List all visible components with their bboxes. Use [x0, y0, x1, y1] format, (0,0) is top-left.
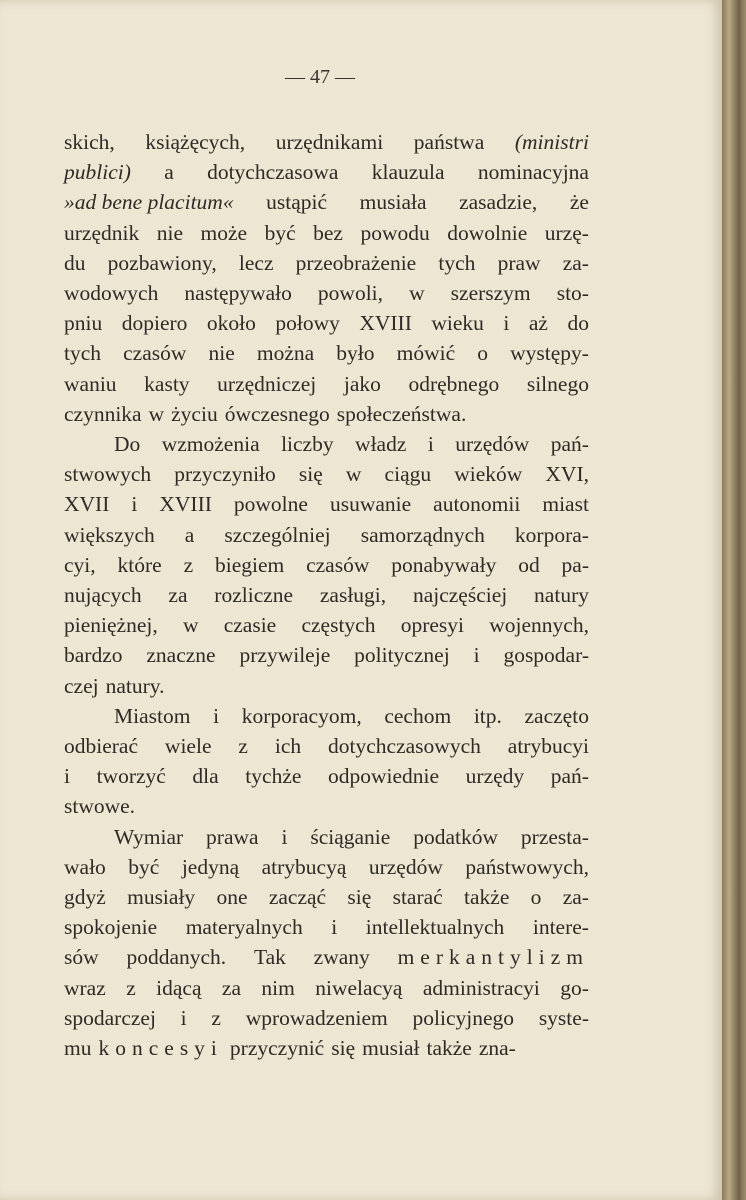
word: praw: [497, 250, 541, 275]
word: spokojenie: [64, 915, 158, 940]
word: pozbawiony,: [107, 250, 217, 275]
word: połowy: [275, 311, 340, 336]
word: korporacyom,: [241, 703, 362, 728]
word: najczęściej: [412, 583, 508, 608]
text-line: [64, 580, 589, 610]
text-line: [64, 338, 589, 368]
word: Tak: [253, 945, 286, 970]
word: i: [427, 432, 434, 457]
word: szczególniej: [224, 522, 331, 547]
word: że: [569, 190, 589, 215]
word: silnego: [526, 371, 589, 396]
text-line: [64, 671, 589, 701]
word: musiała: [359, 190, 427, 215]
word: ówczesnego: [224, 401, 330, 426]
word: biegiem: [214, 552, 285, 577]
word: samorządnych: [360, 522, 485, 547]
word: podatków: [413, 824, 499, 849]
word: państwa: [413, 130, 485, 154]
word: (ministri: [514, 130, 589, 154]
word: »ad bene placitum«: [64, 190, 234, 215]
word: pa-: [561, 552, 589, 577]
word: a: [184, 522, 195, 547]
word: Miastom: [114, 703, 191, 728]
word: wzmożenia: [161, 432, 260, 457]
word: urzędów: [455, 432, 530, 457]
body-text: [64, 127, 589, 1063]
text-line: [64, 127, 589, 157]
word: lecz: [238, 250, 274, 275]
word: czej: [64, 673, 99, 698]
word: idącą: [156, 975, 202, 1000]
text-line: [64, 610, 589, 640]
word: książęcych,: [145, 130, 246, 154]
word: szerszym: [450, 281, 531, 306]
word: gospodar-: [503, 643, 589, 668]
word: zasadzie,: [459, 190, 538, 215]
word: i: [64, 764, 70, 789]
text-line: [64, 942, 589, 972]
word: cechom: [384, 703, 452, 728]
word: miast: [542, 492, 589, 517]
word: natury: [534, 583, 589, 608]
word: o: [530, 885, 542, 910]
word: i: [281, 824, 288, 849]
word: następywało: [184, 281, 292, 306]
text-line: [64, 187, 589, 217]
word: XVIII: [359, 311, 412, 336]
word: w: [345, 462, 362, 487]
word: wprowadzeniem: [245, 1005, 388, 1030]
word: skich,: [64, 130, 115, 154]
word: z: [183, 552, 194, 577]
word: policyjnego: [412, 1005, 515, 1030]
word: być: [264, 220, 296, 245]
paragraph: [64, 701, 589, 822]
word: przeobrażenie: [295, 250, 417, 275]
word: które: [117, 552, 162, 577]
word: przyczyniło: [174, 462, 276, 487]
word: bez: [313, 220, 343, 245]
paragraph: [64, 127, 589, 429]
word: autonomii: [433, 492, 521, 517]
word: częstych: [301, 613, 376, 638]
word: wieków: [454, 462, 523, 487]
word: wraz: [64, 975, 106, 1000]
word: państwowych,: [465, 854, 589, 879]
word: większych: [64, 522, 155, 547]
word: tychże: [245, 764, 302, 789]
word: społeczeństwa.: [336, 401, 467, 426]
word: za: [168, 583, 188, 608]
word: sto-: [556, 281, 589, 306]
word: znaczne: [146, 643, 216, 668]
word: pań-: [550, 764, 589, 789]
word: odrębnego: [408, 371, 500, 396]
word: zacząć: [268, 885, 327, 910]
word: urzędów: [368, 854, 443, 879]
word: korpora-: [514, 522, 589, 547]
word: ściąganie: [310, 824, 391, 849]
word: zasługi,: [319, 583, 387, 608]
word: jedyną: [181, 854, 240, 879]
word: jako: [343, 371, 381, 396]
text-line: [64, 731, 589, 761]
text-line: [64, 520, 589, 550]
text-line: [64, 791, 589, 821]
word: władz: [355, 432, 407, 457]
word: tych: [438, 250, 476, 275]
word: ustąpić: [266, 190, 328, 215]
word: się: [298, 462, 323, 487]
word: publici): [64, 160, 131, 185]
text-line: [64, 278, 589, 308]
word: odbierać: [64, 734, 139, 759]
word: także: [464, 885, 510, 910]
word: urzędy: [465, 764, 525, 789]
page-number: — 47 —: [285, 66, 355, 88]
word: powolne: [233, 492, 308, 517]
text-line: [64, 701, 589, 731]
word: przyczynić: [229, 1036, 325, 1061]
word: za-: [562, 250, 589, 275]
word: XVII: [64, 492, 110, 517]
word: odpowiednie: [328, 764, 440, 789]
word: może: [200, 220, 248, 245]
word: powodu: [360, 220, 430, 245]
word: urzędniczej: [217, 371, 317, 396]
word: du: [64, 250, 86, 275]
word: od: [518, 552, 540, 577]
book-spine: [722, 0, 746, 1200]
word: z: [126, 975, 136, 1000]
word: intere-: [532, 915, 589, 940]
text-line: [64, 550, 589, 580]
word: atrybucyą: [261, 854, 347, 879]
word: stwowe.: [64, 794, 136, 819]
word: ich: [274, 734, 302, 759]
word: go-: [560, 975, 589, 1000]
word: i: [473, 643, 480, 668]
paragraph: [64, 429, 589, 701]
word: pieniężnej,: [64, 613, 158, 638]
word: tworzyć: [96, 764, 166, 789]
word: usuwanie: [329, 492, 412, 517]
word: sów: [64, 945, 99, 970]
word: także: [426, 1036, 472, 1061]
word: w: [409, 281, 425, 306]
word: musiał: [362, 1036, 420, 1061]
word: czasie: [223, 613, 277, 638]
word: a: [164, 160, 174, 185]
word: wieku: [431, 311, 484, 336]
word: Do: [114, 432, 141, 457]
word: waniu: [64, 371, 117, 396]
word: urzę-: [544, 220, 589, 245]
text-line: [64, 1033, 589, 1063]
word: musiały: [127, 885, 196, 910]
word: nominacyjna: [477, 160, 589, 185]
word: tych: [64, 341, 102, 366]
word: mówić: [396, 341, 456, 366]
text-line: [64, 489, 589, 519]
word: administracyi: [422, 975, 540, 1000]
word: dowolnie: [447, 220, 528, 245]
word: merkantylizm: [397, 945, 589, 970]
word: o: [477, 341, 488, 366]
text-line: [64, 973, 589, 1003]
word: z: [238, 734, 248, 759]
word: pniu: [64, 311, 103, 336]
text-line: [64, 640, 589, 670]
text-line: [64, 248, 589, 278]
word: urzędnikami: [275, 130, 384, 154]
word: dopiero: [121, 311, 188, 336]
word: i: [213, 703, 220, 728]
word: nie: [208, 341, 235, 366]
word: politycznej: [354, 643, 450, 668]
text-line: [64, 1003, 589, 1033]
word: XVI,: [545, 462, 589, 487]
word: stwowych: [64, 462, 152, 487]
word: niwelacyą: [315, 975, 403, 1000]
text-line: [64, 429, 589, 459]
word: poddanych.: [126, 945, 227, 970]
word: rozliczne: [214, 583, 294, 608]
word: pań-: [550, 432, 589, 457]
text-line: [64, 459, 589, 489]
word: przesta-: [520, 824, 589, 849]
word: urzędnik: [64, 220, 140, 245]
word: w: [148, 401, 165, 426]
text-line: [64, 308, 589, 338]
text-line: [64, 822, 589, 852]
word: w: [182, 613, 199, 638]
word: mu: [64, 1036, 92, 1061]
word: nim: [261, 975, 295, 1000]
text-line: [64, 218, 589, 248]
word: opresyi: [400, 613, 465, 638]
text-line: [64, 369, 589, 399]
word: występy-: [510, 341, 589, 366]
word: i: [331, 915, 338, 940]
word: i: [503, 311, 510, 336]
word: wodowych: [64, 281, 159, 306]
word: zna-: [478, 1036, 516, 1061]
word: i: [131, 492, 138, 517]
word: klauzula: [371, 160, 445, 185]
word: koncesyi: [98, 1036, 223, 1061]
word: dotychczasowa: [207, 160, 339, 185]
word: z: [211, 1005, 221, 1030]
text-line: [64, 399, 589, 429]
word: można: [256, 341, 315, 366]
word: ciągu: [384, 462, 432, 487]
word: intellektualnych: [365, 915, 505, 940]
word: wiele: [164, 734, 212, 759]
word: się: [331, 1036, 356, 1061]
word: zwany: [313, 945, 370, 970]
word: było: [336, 341, 375, 366]
word: się: [347, 885, 372, 910]
word: gdyż: [64, 885, 106, 910]
word: natury.: [105, 673, 165, 698]
word: atrybucyi: [507, 734, 589, 759]
word: Wymiar: [114, 824, 184, 849]
word: za-: [562, 885, 589, 910]
word: do: [567, 311, 589, 336]
text-line: [64, 157, 589, 187]
word: one: [216, 885, 248, 910]
word: aż: [528, 311, 548, 336]
word: wojennych,: [489, 613, 589, 638]
text-line: [64, 852, 589, 882]
word: dla: [192, 764, 219, 789]
text-line: [64, 761, 589, 791]
word: nujących: [64, 583, 142, 608]
word: bardzo: [64, 643, 123, 668]
word: około: [206, 311, 256, 336]
paragraph: [64, 822, 589, 1064]
word: prawa: [206, 824, 259, 849]
word: wało: [64, 854, 106, 879]
word: czynnika: [64, 401, 142, 426]
word: być: [128, 854, 160, 879]
word: ponabywały: [391, 552, 497, 577]
text-line: [64, 912, 589, 942]
word: przywileje: [239, 643, 331, 668]
word: zaczęto: [524, 703, 589, 728]
word: cyi,: [64, 552, 96, 577]
word: nie: [156, 220, 183, 245]
word: materyalnych: [185, 915, 303, 940]
word: czasów: [306, 552, 370, 577]
word: powoli,: [317, 281, 384, 306]
word: XVIII: [159, 492, 212, 517]
word: kasty: [144, 371, 190, 396]
word: spodarczej: [64, 1005, 156, 1030]
word: życiu: [171, 401, 218, 426]
text-line: [64, 882, 589, 912]
word: za: [221, 975, 241, 1000]
word: syste-: [538, 1005, 589, 1030]
word: starać: [392, 885, 443, 910]
word: itp.: [473, 703, 502, 728]
word: czasów: [123, 341, 187, 366]
word: i: [180, 1005, 187, 1030]
word: dotychczasowych: [328, 734, 481, 759]
word: liczby: [281, 432, 334, 457]
